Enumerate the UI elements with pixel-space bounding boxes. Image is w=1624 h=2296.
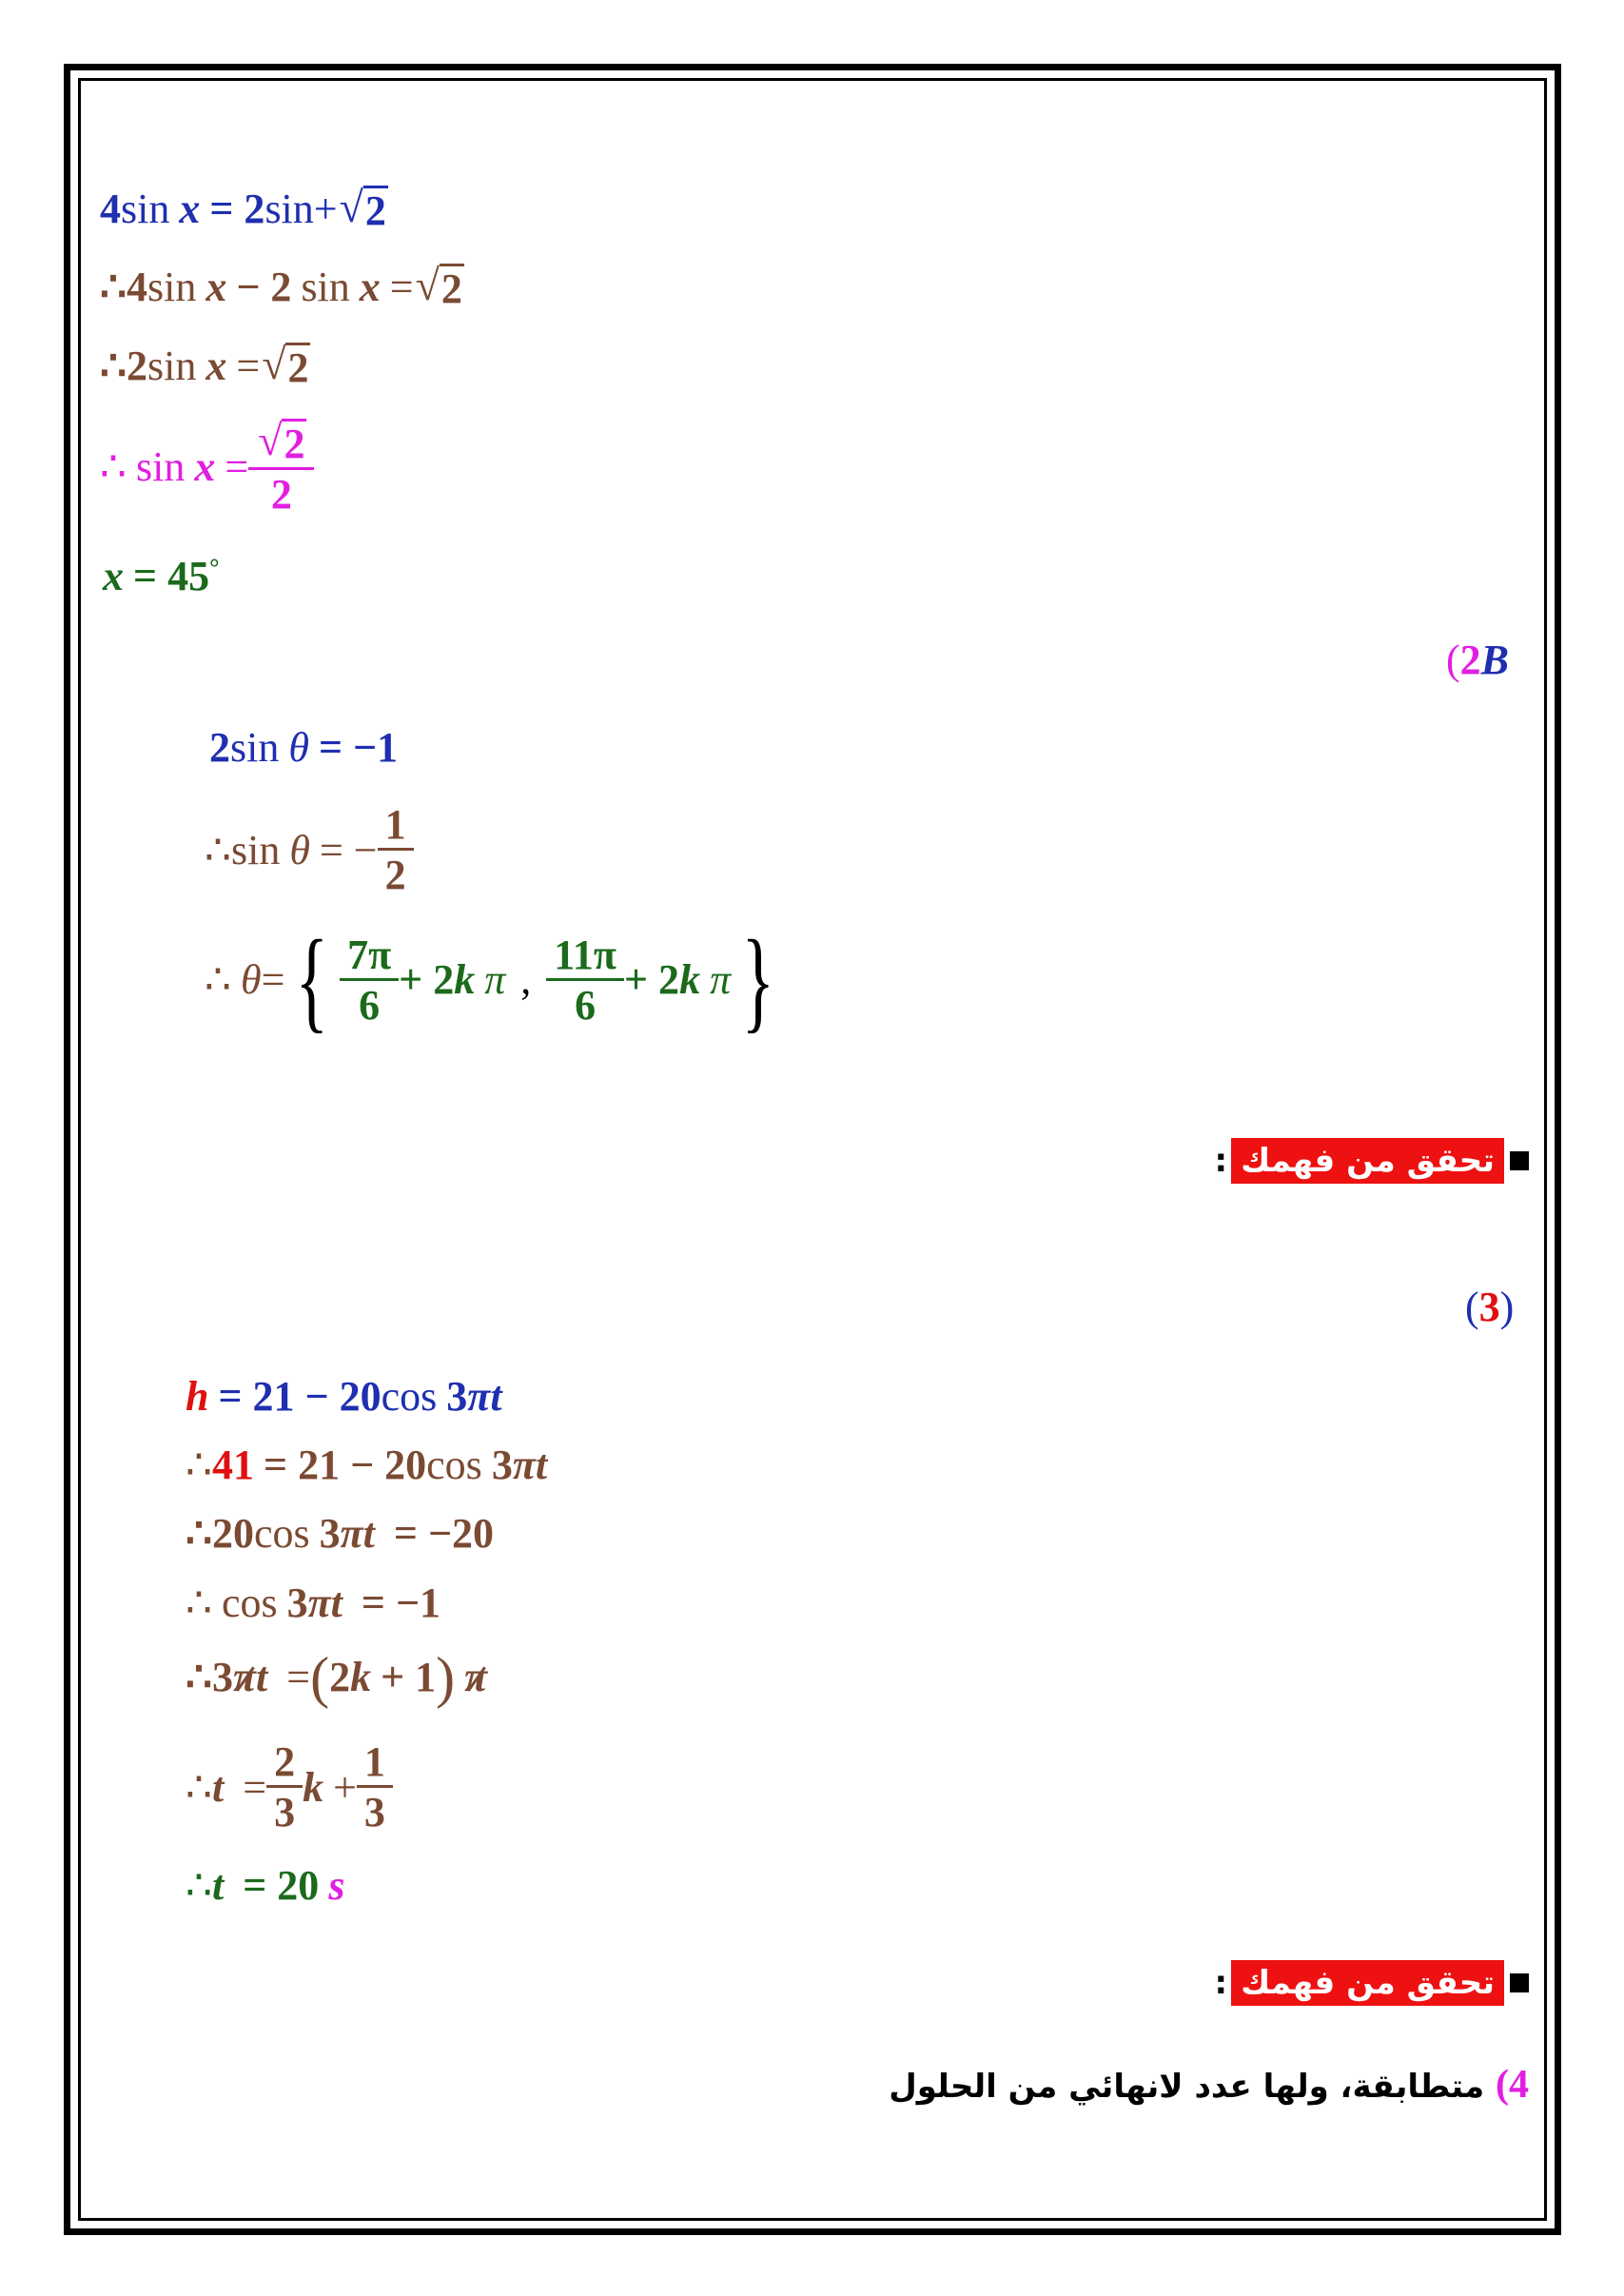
term: ∴20 [186, 1510, 254, 1557]
label-number: 3 [1478, 1284, 1500, 1330]
term: sin [121, 185, 170, 232]
check-understanding-1 [1215, 1138, 1529, 1184]
eq-s3-line4 [186, 1582, 440, 1624]
eq-s2-line1 [209, 724, 399, 771]
numerator: 2 [274, 1738, 296, 1785]
term: + 2 [399, 956, 455, 1003]
eq-s3-line2 [186, 1444, 547, 1486]
term: k [454, 956, 476, 1003]
term: π [710, 956, 732, 1003]
term: 3 [446, 1373, 468, 1420]
paren: ( [1446, 637, 1460, 683]
term: θ [241, 956, 262, 1003]
term: x [179, 185, 201, 232]
term: ∴ [205, 956, 231, 1003]
term: ∴ [100, 443, 127, 490]
term: = −1 [318, 724, 399, 771]
term: sin [136, 443, 186, 490]
term: = 20 [243, 1862, 320, 1909]
paren-close: ) [436, 1646, 456, 1709]
eq-s3-line5 [186, 1646, 488, 1709]
numerator: 1 [363, 1738, 385, 1785]
radicand: 2 [364, 187, 386, 234]
term: θ [288, 724, 309, 771]
degree: ° [209, 554, 220, 581]
paren-open: ( [310, 1646, 330, 1709]
check-label: تحقق من فهمك [1231, 1138, 1504, 1184]
term: 3 [491, 1442, 513, 1488]
item-4 [889, 2062, 1529, 2108]
check-label: تحقق من فهمك [1231, 1960, 1504, 2006]
numerator: 1 [384, 801, 406, 848]
term: t [212, 1763, 225, 1811]
fraction: √ 2 2 [252, 419, 310, 516]
term: t [256, 1654, 268, 1700]
term: πt [467, 1373, 502, 1420]
term: sin [301, 263, 350, 310]
label-number: 2 [1459, 637, 1481, 683]
term: 2 [209, 724, 230, 771]
fraction [550, 931, 620, 1029]
eq-s2-line2 [205, 801, 414, 898]
sqrt: √ 2 [415, 261, 462, 312]
brace-open: { [295, 916, 329, 1043]
term: x [205, 263, 227, 310]
term: θ [289, 826, 310, 873]
term: + [333, 1763, 357, 1811]
label-2b [1446, 639, 1509, 681]
denominator: 2 [248, 467, 314, 516]
item-paren: ) [1496, 2063, 1509, 2107]
term: sin+ [264, 185, 338, 232]
numerator: 11π [554, 931, 616, 978]
numerator: 2 [284, 421, 305, 467]
term: = 21 − 20 [218, 1373, 382, 1420]
term: ∴ [186, 1580, 212, 1626]
term: h [186, 1373, 209, 1420]
eq-s3-line7 [186, 1862, 345, 1909]
term: ∴ [186, 1862, 212, 1909]
term: πt [340, 1510, 375, 1557]
check-understanding-2 [1215, 1960, 1529, 2006]
term: = 45 [133, 553, 210, 599]
paren: ) [1499, 1284, 1515, 1330]
term: k [350, 1654, 372, 1700]
term: = −1 [361, 1580, 441, 1626]
item-text: متطابقة، ولها عدد لانهائي من الحلول [889, 2068, 1485, 2106]
check-colon: : [1214, 1964, 1228, 2002]
square-bullet-icon [1510, 1973, 1529, 1992]
term: + 2 [623, 956, 680, 1003]
term: ∴3 [186, 1654, 233, 1700]
label-3 [1465, 1286, 1514, 1328]
term: ∴2 [100, 342, 147, 389]
square-bullet-icon [1510, 1151, 1529, 1170]
term: k [303, 1763, 324, 1811]
label-letter: B [1480, 637, 1510, 683]
term: π [484, 956, 506, 1003]
denominator: 6 [546, 978, 624, 1027]
denominator: 6 [340, 978, 399, 1027]
term: ∴ [205, 826, 231, 873]
sqrt: √ 2 [262, 340, 309, 391]
term: s [328, 1862, 345, 1909]
term: ∴ [186, 1442, 212, 1488]
term: sin [147, 342, 197, 389]
eq-s3-line6 [186, 1738, 393, 1835]
term: cos [222, 1580, 278, 1626]
radicand: 2 [440, 265, 462, 312]
check-colon: : [1214, 1142, 1228, 1180]
eq-s1-line2 [100, 261, 464, 312]
term: ∴4 [100, 263, 147, 310]
term: πt [307, 1580, 342, 1626]
cancelled-term: π [464, 1654, 488, 1700]
term: 2 [329, 1654, 351, 1700]
numerator: 7π [347, 931, 392, 978]
comma: , [520, 956, 532, 1003]
eq-s2-line3 [205, 918, 786, 1042]
term: πt [512, 1442, 548, 1488]
eq-s1-line1 [100, 183, 388, 234]
term: + 1 [381, 1654, 437, 1700]
term: = [261, 956, 285, 1003]
term: cos [254, 1510, 310, 1557]
term: x [194, 443, 216, 490]
sqrt: √ 2 [339, 183, 386, 234]
term: sin [231, 826, 281, 873]
term: 41 [212, 1442, 254, 1488]
term: cos [381, 1373, 438, 1420]
term: sin [230, 724, 280, 771]
term: = 21 − 20 [264, 1442, 427, 1488]
term: ∴ [186, 1763, 212, 1811]
item-number: 4 [1509, 2063, 1529, 2107]
brace-close: } [741, 916, 775, 1043]
term: x [205, 342, 227, 389]
term: 3 [319, 1510, 341, 1557]
term: = [236, 342, 261, 389]
term: x [103, 553, 124, 599]
term: = [389, 263, 414, 310]
radicand: 2 [287, 344, 309, 391]
denominator: 3 [357, 1785, 393, 1834]
eq-s1-line4 [100, 416, 314, 518]
term: cos [426, 1442, 482, 1488]
denominator: 2 [378, 848, 414, 896]
fraction [382, 801, 410, 898]
term: x [359, 263, 381, 310]
term: = [286, 1654, 311, 1700]
fraction [361, 1738, 389, 1835]
paren: ( [1465, 1284, 1479, 1330]
fraction [270, 1738, 299, 1835]
term: = [225, 443, 249, 490]
term: t [212, 1862, 225, 1909]
eq-s1-line5 [103, 553, 220, 599]
cancelled-term: π [233, 1654, 257, 1700]
term: − 2 [236, 263, 292, 310]
term: sin [147, 263, 197, 310]
term: 4 [100, 185, 121, 232]
eq-s1-line3 [100, 340, 310, 391]
eq-s3-line1 [186, 1373, 502, 1420]
eq-s3-line3 [186, 1510, 495, 1557]
fraction [343, 931, 395, 1029]
term: = 2 [209, 185, 265, 232]
term: = −20 [393, 1510, 495, 1557]
term: k [679, 956, 701, 1003]
denominator: 3 [266, 1785, 303, 1834]
term: = [243, 1763, 267, 1811]
term: = − [319, 826, 378, 873]
term: 3 [286, 1580, 308, 1626]
